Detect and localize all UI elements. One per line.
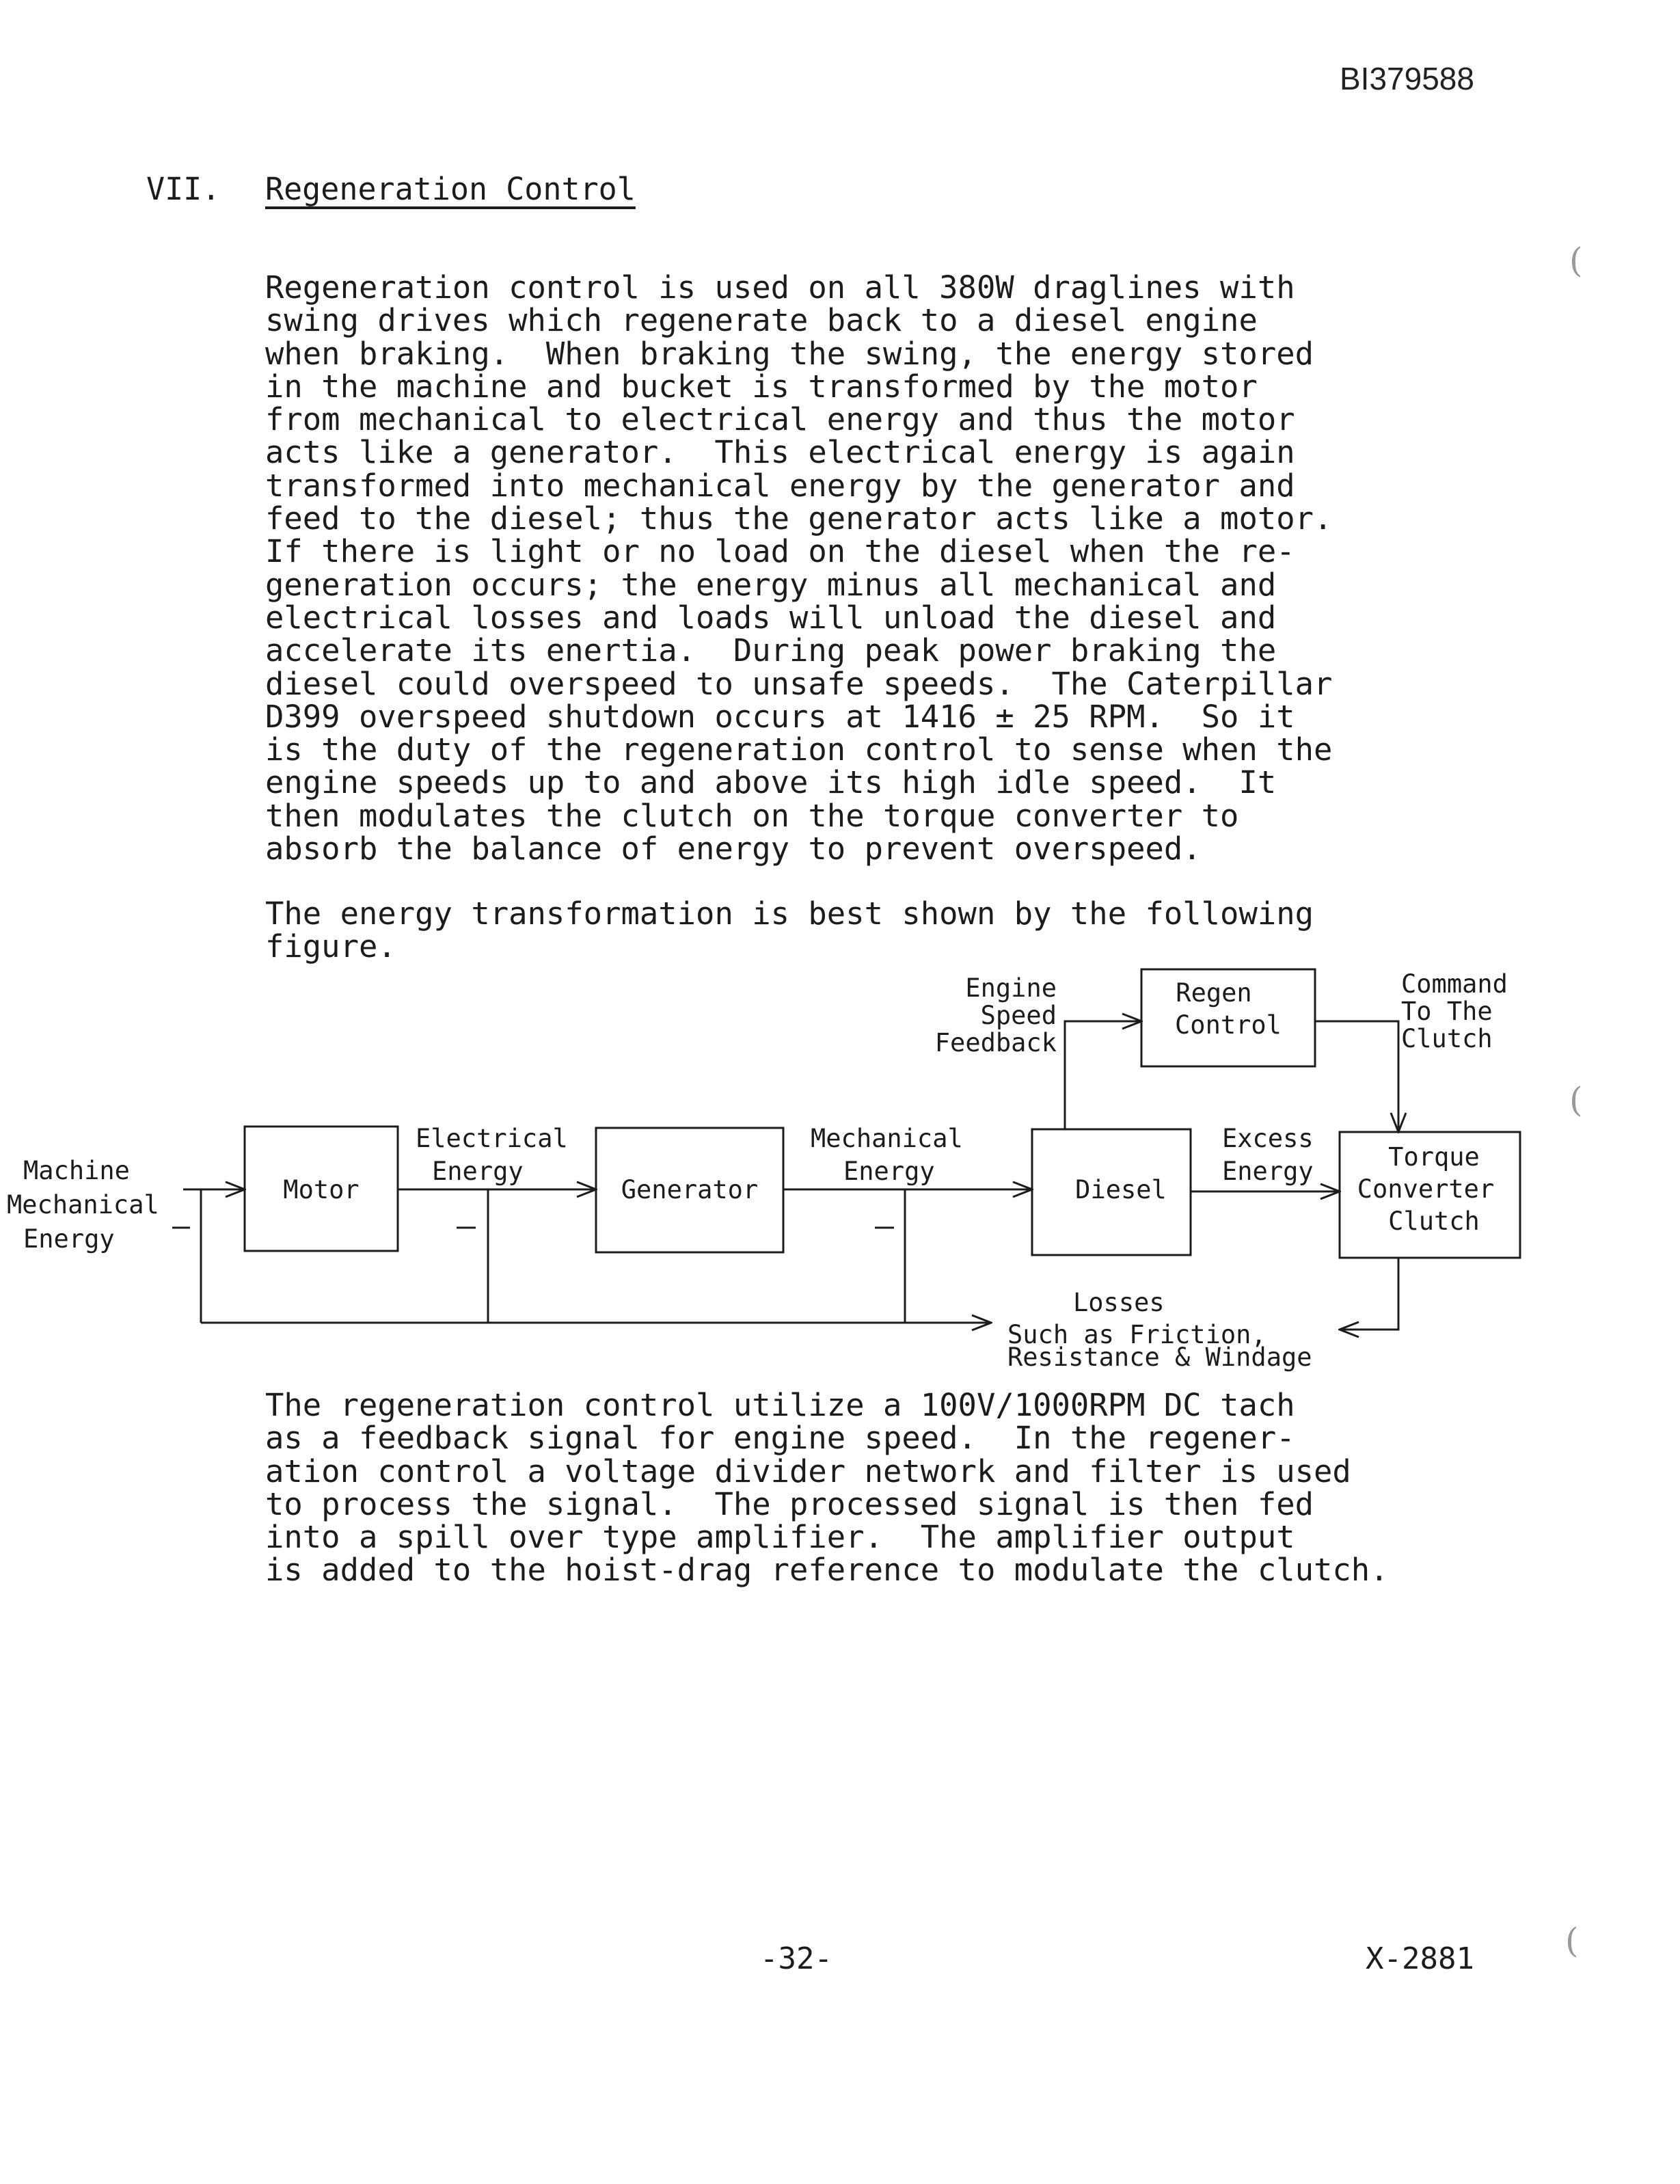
input-label-line2: Mechanical <box>7 1190 159 1219</box>
energy-transformation-diagram <box>0 943 1680 1394</box>
section-number: VII. <box>146 171 221 207</box>
regen-label-line1: Regen <box>1176 978 1252 1008</box>
losses-label-line2: Such as Friction, <box>1007 1320 1266 1349</box>
torque-label-line2: Converter <box>1357 1174 1495 1204</box>
input-label-line1: Machine <box>23 1156 130 1185</box>
command-to-clutch-line <box>1315 1021 1398 1132</box>
section-title: Regeneration Control <box>265 171 636 207</box>
mechanical-label-line1: Mechanical <box>811 1124 963 1153</box>
paragraph-regeneration-overview: Regeneration control is used on all 380W draglines with swing drives which regenerate back to a diesel engine when braking. When braking the swing, the energy stored in the machine and bucket is transformed by the motor from mechanical to electrical energy and thus the motor acts like a generator. This electrical energy is again transformed into mechanical energy by the generator and feed to the diesel; thus the generator acts like a motor. If there is light or no load on the diesel when the re- generation occurs; the energy minus all mechanical and electrical losses and loads will unload the diesel and accelerate its enertia. During peak power braking the diesel could overspeed to unsafe speeds. The Caterpillar D399 overspeed shutdown occurs at 1416 ± 25 RPM. So it is the duty of the regeneration control to sense when the engine speeds up to and above its high idle speed. It then modulates the clutch on the torque converter to absorb the balance of energy to prevent overspeed. <box>265 269 1333 867</box>
electrical-label-line2: Energy <box>432 1157 524 1186</box>
losses-label-line3: Resistance & Windage <box>1007 1343 1312 1372</box>
margin-mark: ( <box>1569 241 1583 280</box>
excess-label-line2: Energy <box>1222 1157 1314 1186</box>
mechanical-label-line2: Energy <box>843 1157 935 1186</box>
electrical-label-line1: Electrical <box>416 1124 568 1153</box>
engine-speed-feedback-line <box>1065 1021 1141 1129</box>
document-id: BI379588 <box>1340 61 1474 96</box>
command-label-line1: Command <box>1401 969 1508 999</box>
paragraph-feedback-signal: The regeneration control utilize a 100V/1000RPM DC tach as a feedback signal for engine speed. In the regener- ation control a voltage divider network and filter is used to process the signal. The processed signal is then fed into a spill over type amplifier. The amplifier output is added to the hoist-drag reference to modulate the clutch. <box>265 1387 1389 1589</box>
input-label-line3: Energy <box>23 1224 115 1254</box>
feedback-label-line2: Speed <box>980 1001 1057 1030</box>
margin-mark: ( <box>1569 1080 1583 1120</box>
feedback-label-line1: Engine <box>965 973 1057 1003</box>
losses-label-line1: Losses <box>1073 1288 1165 1317</box>
command-label-line2: To The <box>1401 997 1493 1026</box>
torque-converter-loss-line <box>1340 1258 1398 1330</box>
diesel-label: Diesel <box>1075 1175 1167 1204</box>
torque-label-line1: Torque <box>1388 1142 1480 1172</box>
torque-label-line3: Clutch <box>1388 1206 1480 1236</box>
document-number: X-2881 <box>1366 1941 1474 1976</box>
regen-label-line2: Control <box>1175 1010 1282 1040</box>
excess-label-line1: Excess <box>1222 1124 1314 1153</box>
margin-mark: ( <box>1565 1921 1579 1960</box>
page-number: -32- <box>760 1941 832 1976</box>
paragraph-figure-intro: The energy transformation is best shown by the following figure. <box>265 895 1314 965</box>
command-label-line3: Clutch <box>1401 1024 1493 1053</box>
generator-label: Generator <box>621 1175 759 1204</box>
feedback-label-line3: Feedback <box>934 1028 1057 1057</box>
motor-label: Motor <box>283 1175 360 1204</box>
